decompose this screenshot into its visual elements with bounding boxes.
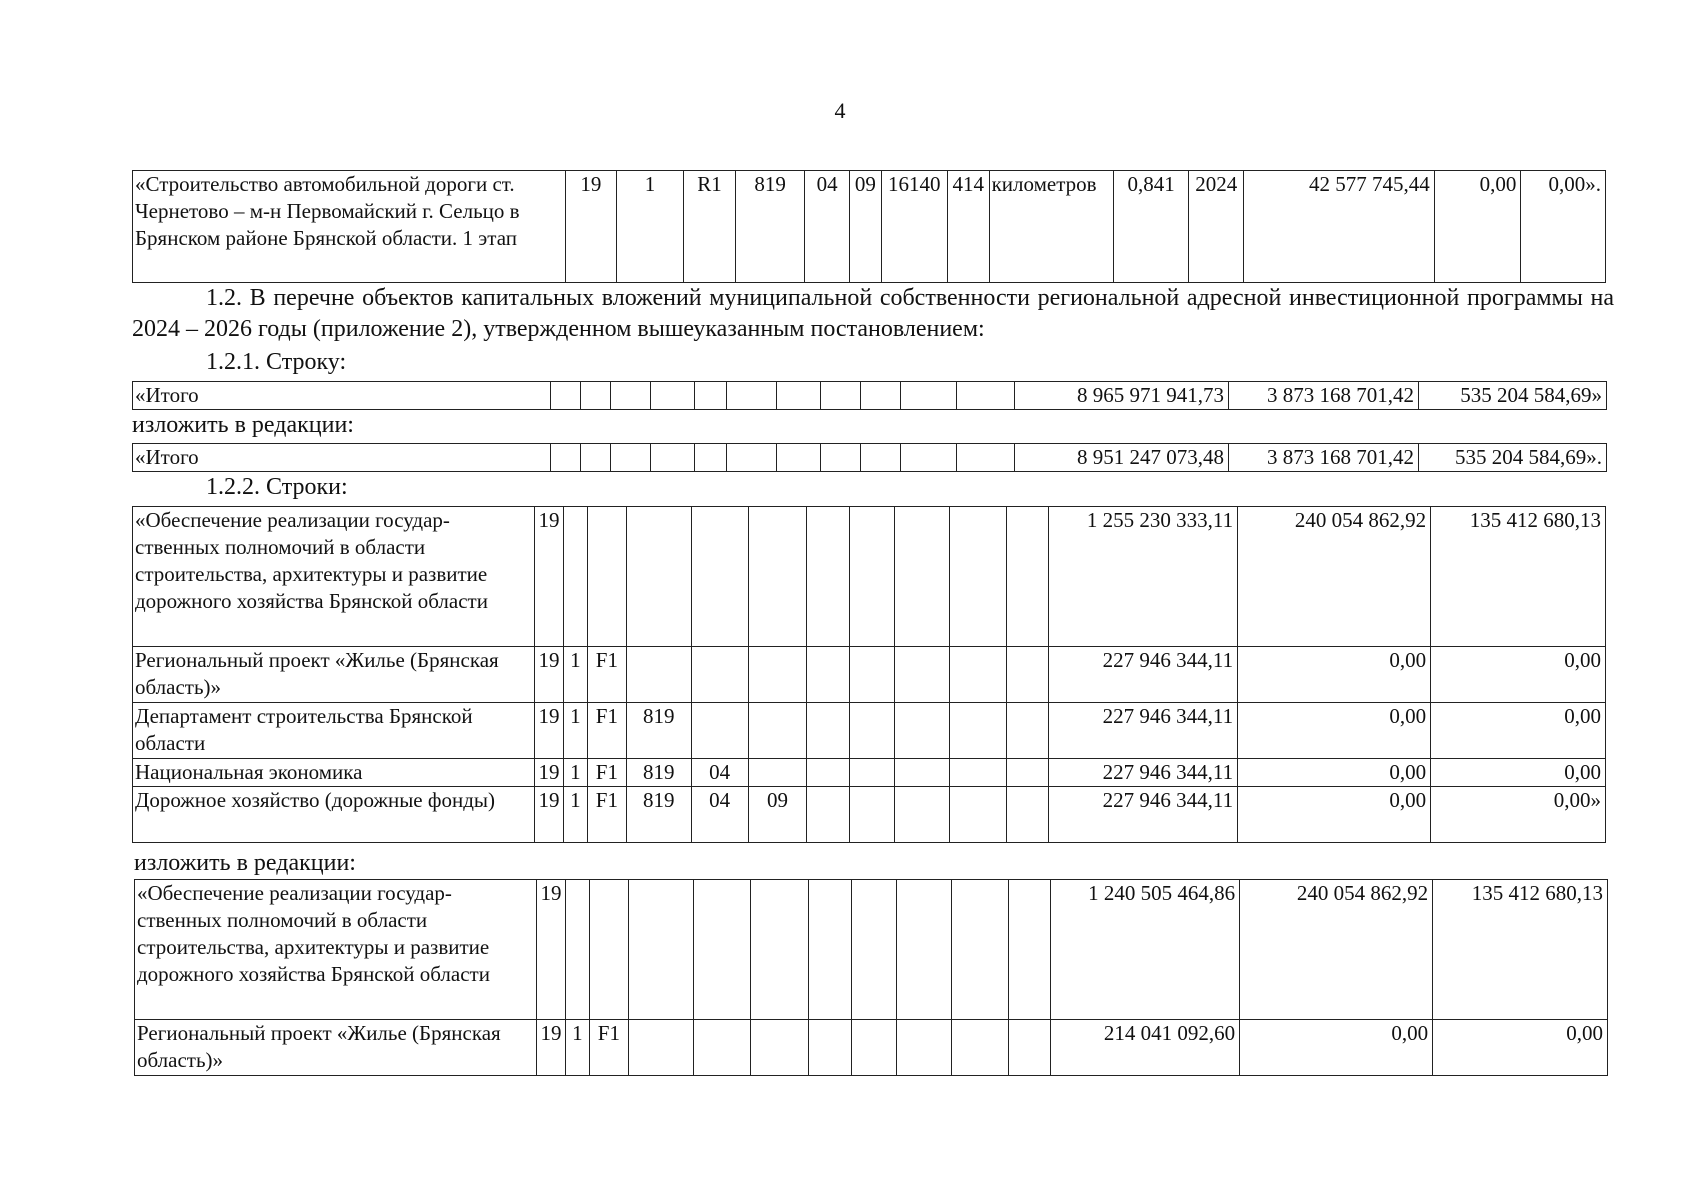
code-cell: 04 — [691, 759, 748, 787]
row-name: Региональный проект «Жилье (Брянская область)» — [135, 1020, 537, 1076]
itogo-new-table — [132, 443, 1607, 472]
empty-cell — [1006, 507, 1049, 647]
code-cell: 819 — [626, 787, 691, 843]
itogo-label: «Итого — [133, 444, 551, 472]
empty-cell — [807, 507, 850, 647]
heading-1-2-1: 1.2.1. Строку: — [206, 349, 347, 375]
empty-cell — [777, 382, 821, 410]
code-cell: 19 — [535, 703, 563, 759]
heading-1-2-2: 1.2.2. Строки: — [206, 474, 348, 500]
empty-cell — [777, 444, 821, 472]
amount-cell: 0,00 — [1238, 703, 1431, 759]
empty-cell — [894, 759, 949, 787]
code-cell — [750, 1020, 809, 1076]
empty-cell — [1006, 787, 1049, 843]
paragraph-1-2: 1.2. В перечне объектов капитальных вложений муниципальной собственности региональной адресной инвестиционной программы на 2024 – 2026 годы (приложение 2), утвержденном вышеуказанным постановлением: — [132, 285, 1614, 342]
code-cell — [565, 880, 589, 1020]
amount-cell: 227 946 344,11 — [1049, 787, 1238, 843]
amount-cell: 227 946 344,11 — [1049, 703, 1238, 759]
amount-cell: 227 946 344,11 — [1049, 647, 1238, 703]
empty-cell — [894, 787, 949, 843]
amount-cell: 3 873 168 701,42 — [1229, 382, 1419, 410]
empty-cell — [949, 507, 1006, 647]
table-row — [135, 1020, 1608, 1076]
table-row — [133, 787, 1606, 843]
table-row — [133, 703, 1606, 759]
code-cell — [748, 703, 807, 759]
code-cell: 04 — [805, 171, 850, 283]
code-cell: 09 — [850, 171, 882, 283]
empty-cell — [651, 382, 695, 410]
amount-cell: 42 577 745,44 — [1244, 171, 1434, 283]
code-cell: F1 — [590, 1020, 629, 1076]
empty-cell — [809, 1020, 852, 1076]
row-name: «Обеспечение реализации государ-ственных полномочий в области строительства, архитектуры и развитие дорожного хозяйства Брянской области — [135, 880, 537, 1020]
amount-cell: 8 965 971 941,73 — [1015, 382, 1229, 410]
empty-cell — [896, 880, 951, 1020]
code-cell: 19 — [535, 787, 563, 843]
empty-cell — [1006, 647, 1049, 703]
amount-cell: 0,00 — [1238, 759, 1431, 787]
empty-cell — [949, 759, 1006, 787]
empty-cell — [821, 444, 861, 472]
amount-cell: 0,00». — [1521, 171, 1606, 283]
empty-cell — [1008, 1020, 1051, 1076]
empty-cell — [951, 1020, 1008, 1076]
object-name: «Строительство автомобильной дороги ст. Чернетово – м-н Первомайский г. Сельцо в Брянском районе Брянской области. 1 этап — [133, 171, 566, 283]
amount-cell: 240 054 862,92 — [1240, 880, 1433, 1020]
code-cell: 19 — [535, 507, 563, 647]
amount-cell: 0,00 — [1238, 647, 1431, 703]
table-row — [133, 759, 1606, 787]
code-cell — [628, 880, 693, 1020]
amount-cell: 135 412 680,13 — [1431, 507, 1606, 647]
amount-cell: 0,00 — [1238, 787, 1431, 843]
empty-cell — [957, 382, 1015, 410]
code-cell — [748, 647, 807, 703]
izlozhit-label-2: изложить в редакции: — [134, 850, 356, 876]
amount-cell: 214 041 092,60 — [1051, 1020, 1240, 1076]
code-cell: 19 — [537, 1020, 565, 1076]
empty-cell — [727, 382, 777, 410]
code-cell: 19 — [535, 759, 563, 787]
empty-cell — [551, 444, 581, 472]
amount-cell: 1 255 230 333,11 — [1049, 507, 1238, 647]
empty-cell — [861, 444, 901, 472]
amount-cell: 1 240 505 464,86 — [1051, 880, 1240, 1020]
amount-cell: 8 951 247 073,48 — [1015, 444, 1229, 472]
amount-cell: 0,00 — [1240, 1020, 1433, 1076]
empty-cell — [807, 787, 850, 843]
itogo-old-table — [132, 381, 1607, 410]
row-name: Национальная экономика — [133, 759, 535, 787]
code-cell: 09 — [748, 787, 807, 843]
empty-cell — [695, 382, 727, 410]
empty-cell — [611, 444, 651, 472]
code-cell: 1 — [563, 759, 587, 787]
table-row — [133, 171, 1606, 283]
code-cell: 1 — [616, 171, 683, 283]
table-row — [133, 382, 1607, 410]
code-cell: R1 — [684, 171, 736, 283]
amount-cell: 3 873 168 701,42 — [1229, 444, 1419, 472]
empty-cell — [1008, 880, 1051, 1020]
code-cell: 19 — [535, 647, 563, 703]
empty-cell — [850, 787, 895, 843]
amount-cell: 0,00 — [1434, 171, 1521, 283]
code-cell: 414 — [947, 171, 989, 283]
empty-cell — [611, 382, 651, 410]
empty-cell — [894, 647, 949, 703]
empty-cell — [581, 444, 611, 472]
amount-cell: 240 054 862,92 — [1238, 507, 1431, 647]
empty-cell — [807, 703, 850, 759]
table-row — [133, 444, 1607, 472]
empty-cell — [807, 647, 850, 703]
empty-cell — [894, 507, 949, 647]
table-row — [133, 647, 1606, 703]
empty-cell — [852, 880, 897, 1020]
empty-cell — [581, 382, 611, 410]
page-number: 4 — [834, 98, 846, 123]
code-cell — [563, 507, 587, 647]
road-construction-table — [132, 170, 1606, 283]
izlozhit-label-1: изложить в редакции: — [132, 412, 354, 438]
code-cell: 1 — [563, 703, 587, 759]
code-cell: 819 — [626, 703, 691, 759]
empty-cell — [651, 444, 695, 472]
code-cell: F1 — [588, 703, 627, 759]
code-cell: 19 — [565, 171, 616, 283]
code-cell: F1 — [588, 759, 627, 787]
empty-cell — [551, 382, 581, 410]
code-cell — [750, 880, 809, 1020]
empty-cell — [821, 382, 861, 410]
amount-cell: 0,00» — [1431, 787, 1606, 843]
code-cell — [693, 880, 750, 1020]
code-cell — [691, 647, 748, 703]
unit-cell: километров — [989, 171, 1113, 283]
empty-cell — [901, 382, 957, 410]
code-cell — [590, 880, 629, 1020]
row-name: Региональный проект «Жилье (Брянская область)» — [133, 647, 535, 703]
empty-cell — [861, 382, 901, 410]
code-cell: 1 — [563, 647, 587, 703]
empty-cell — [949, 703, 1006, 759]
amount-cell: 0,00 — [1431, 703, 1606, 759]
empty-cell — [949, 647, 1006, 703]
amount-cell: 0,00 — [1431, 647, 1606, 703]
table-row — [133, 507, 1606, 647]
row-name: Дорожное хозяйство (дорожные фонды) — [133, 787, 535, 843]
empty-cell — [850, 647, 895, 703]
empty-cell — [727, 444, 777, 472]
quantity-cell: 0,841 — [1113, 171, 1188, 283]
code-cell — [748, 507, 807, 647]
code-cell — [628, 1020, 693, 1076]
code-cell: 1 — [563, 787, 587, 843]
empty-cell — [1006, 759, 1049, 787]
empty-cell — [850, 759, 895, 787]
code-cell: 819 — [736, 171, 805, 283]
new-rows-table — [134, 879, 1608, 1076]
code-cell: 04 — [691, 787, 748, 843]
amount-cell: 535 204 584,69» — [1419, 382, 1607, 410]
empty-cell — [951, 880, 1008, 1020]
code-cell — [693, 1020, 750, 1076]
empty-cell — [901, 444, 957, 472]
code-cell — [748, 759, 807, 787]
amount-cell: 135 412 680,13 — [1433, 880, 1608, 1020]
code-cell: 19 — [537, 880, 565, 1020]
amount-cell: 0,00 — [1433, 1020, 1608, 1076]
amount-cell: 227 946 344,11 — [1049, 759, 1238, 787]
itogo-label: «Итого — [133, 382, 551, 410]
code-cell — [691, 507, 748, 647]
empty-cell — [807, 759, 850, 787]
empty-cell — [896, 1020, 951, 1076]
code-cell: F1 — [588, 647, 627, 703]
code-cell — [691, 703, 748, 759]
table-row — [135, 880, 1608, 1020]
row-name: Департамент строительства Брянской области — [133, 703, 535, 759]
empty-cell — [949, 787, 1006, 843]
code-cell: 819 — [626, 759, 691, 787]
code-cell — [588, 507, 627, 647]
empty-cell — [809, 880, 852, 1020]
empty-cell — [1006, 703, 1049, 759]
code-cell: F1 — [588, 787, 627, 843]
code-cell: 16140 — [881, 171, 947, 283]
code-cell — [626, 507, 691, 647]
code-cell — [626, 647, 691, 703]
empty-cell — [894, 703, 949, 759]
row-name: «Обеспечение реализации государ-ственных полномочий в области строительства, архитектуры и развитие дорожного хозяйства Брянской области — [133, 507, 535, 647]
empty-cell — [852, 1020, 897, 1076]
old-rows-table — [132, 506, 1606, 843]
amount-cell: 0,00 — [1431, 759, 1606, 787]
amount-cell: 535 204 584,69». — [1419, 444, 1607, 472]
code-cell: 1 — [565, 1020, 589, 1076]
empty-cell — [850, 507, 895, 647]
empty-cell — [957, 444, 1015, 472]
empty-cell — [850, 703, 895, 759]
year-cell: 2024 — [1189, 171, 1244, 283]
empty-cell — [695, 444, 727, 472]
